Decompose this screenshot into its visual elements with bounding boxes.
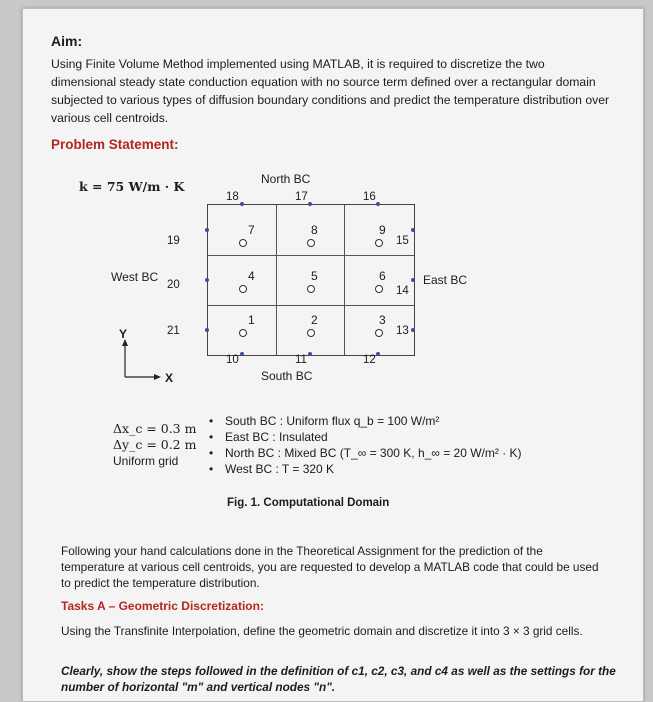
dx-value: Δx_c = 0.3 m xyxy=(113,421,197,436)
grid-type: Uniform grid xyxy=(113,454,179,468)
cell-centroid xyxy=(307,329,315,337)
axis-y-label: Y xyxy=(119,327,128,341)
west-face-label: 19 xyxy=(167,235,180,247)
cell-centroid xyxy=(375,285,383,293)
east-face-label: 15 xyxy=(396,235,409,247)
face-node xyxy=(308,202,312,206)
domain-grid xyxy=(207,204,415,356)
grid-line xyxy=(344,205,345,355)
clearly-paragraph: Clearly, show the steps followed in the definition of c1, c2, c3, and c4 as well as the settings for the number of horizontal "m" and vertical nodes "n". xyxy=(61,664,616,694)
conductivity-label: k = 75 W/m · K xyxy=(79,179,185,194)
north-face-label: 18 xyxy=(226,191,239,203)
north-face-label: 17 xyxy=(295,191,308,203)
west-face-label: 21 xyxy=(167,325,180,337)
east-face-label: 13 xyxy=(396,325,409,337)
figure-caption: Fig. 1. Computational Domain xyxy=(227,497,390,509)
face-node xyxy=(240,352,244,356)
cell-number: 3 xyxy=(379,313,386,327)
grid-dimensions xyxy=(113,421,196,469)
west-bc-label: West BC xyxy=(111,270,159,284)
dy-value: Δy_c = 0.2 m xyxy=(113,437,197,452)
south-face-label: 10 xyxy=(226,354,239,366)
cell-number: 6 xyxy=(379,269,386,283)
grid-line xyxy=(208,255,414,256)
cell-number: 4 xyxy=(248,269,255,283)
cell-centroid xyxy=(375,329,383,337)
face-node xyxy=(376,202,380,206)
cell-number: 7 xyxy=(248,223,255,237)
boundary-conditions-list xyxy=(209,413,522,477)
cell-centroid xyxy=(375,239,383,247)
east-face-label: 14 xyxy=(396,285,409,297)
north-face-label: 16 xyxy=(363,191,376,203)
cell-number: 2 xyxy=(311,313,318,327)
cell-centroid xyxy=(239,329,247,337)
grid-line xyxy=(208,305,414,306)
face-node xyxy=(205,278,209,282)
south-bc-label: South BC xyxy=(261,369,313,383)
north-bc-label: North BC xyxy=(261,172,311,186)
south-face-label: 12 xyxy=(363,354,376,366)
face-node xyxy=(240,202,244,206)
grid-line xyxy=(276,205,277,355)
aim-heading: Aim: xyxy=(51,33,83,49)
bc-item: • West BC : T = 320 K xyxy=(209,461,522,477)
face-node xyxy=(411,328,415,332)
south-face-label: 11 xyxy=(295,354,307,366)
cell-centroid xyxy=(239,239,247,247)
face-node xyxy=(411,228,415,232)
cell-centroid xyxy=(307,239,315,247)
axis-arrows-icon xyxy=(113,337,173,387)
bc-item: • East BC : Insulated xyxy=(209,429,522,445)
problem-statement-heading: Problem Statement: xyxy=(51,137,179,152)
east-bc-label: East BC xyxy=(423,273,468,287)
follow-paragraph: Following your hand calculations done in the Theoretical Assignment for the prediction of the temperature at various cell centroids, you are requested to develop a MATLAB code that could be used to predict the temperature distribution. xyxy=(61,544,599,590)
tasks-heading: Tasks A – Geometric Discretization: xyxy=(61,599,264,613)
cell-number: 5 xyxy=(311,269,318,283)
tasks-paragraph: Using the Transfinite Interpolation, define the geometric domain and discretize it into 3 × 3 grid cells. xyxy=(61,624,583,638)
axis-x-label: X xyxy=(165,371,174,385)
cell-number: 9 xyxy=(379,223,386,237)
face-node xyxy=(205,328,209,332)
cell-centroid xyxy=(239,285,247,293)
aim-paragraph: Using Finite Volume Method implemented using MATLAB, it is required to discretize the two dimensional steady state conduction equation with no source term defined over a rectangular domain subjected to various types of diffusion boundary conditions and predict the temperature distribution over various cell centroids. xyxy=(51,57,610,125)
face-node xyxy=(308,352,312,356)
cell-number: 8 xyxy=(311,223,318,237)
face-node xyxy=(205,228,209,232)
document-page xyxy=(22,8,644,702)
face-node xyxy=(376,352,380,356)
west-face-label: 20 xyxy=(167,279,180,291)
bc-item: • North BC : Mixed BC (T_∞ = 300 K, h_∞ = 20 W/m² · K) xyxy=(209,445,522,461)
cell-number: 1 xyxy=(248,313,255,327)
bc-item: • South BC : Uniform flux q_b = 100 W/m² xyxy=(209,413,522,429)
face-node xyxy=(411,278,415,282)
cell-centroid xyxy=(307,285,315,293)
